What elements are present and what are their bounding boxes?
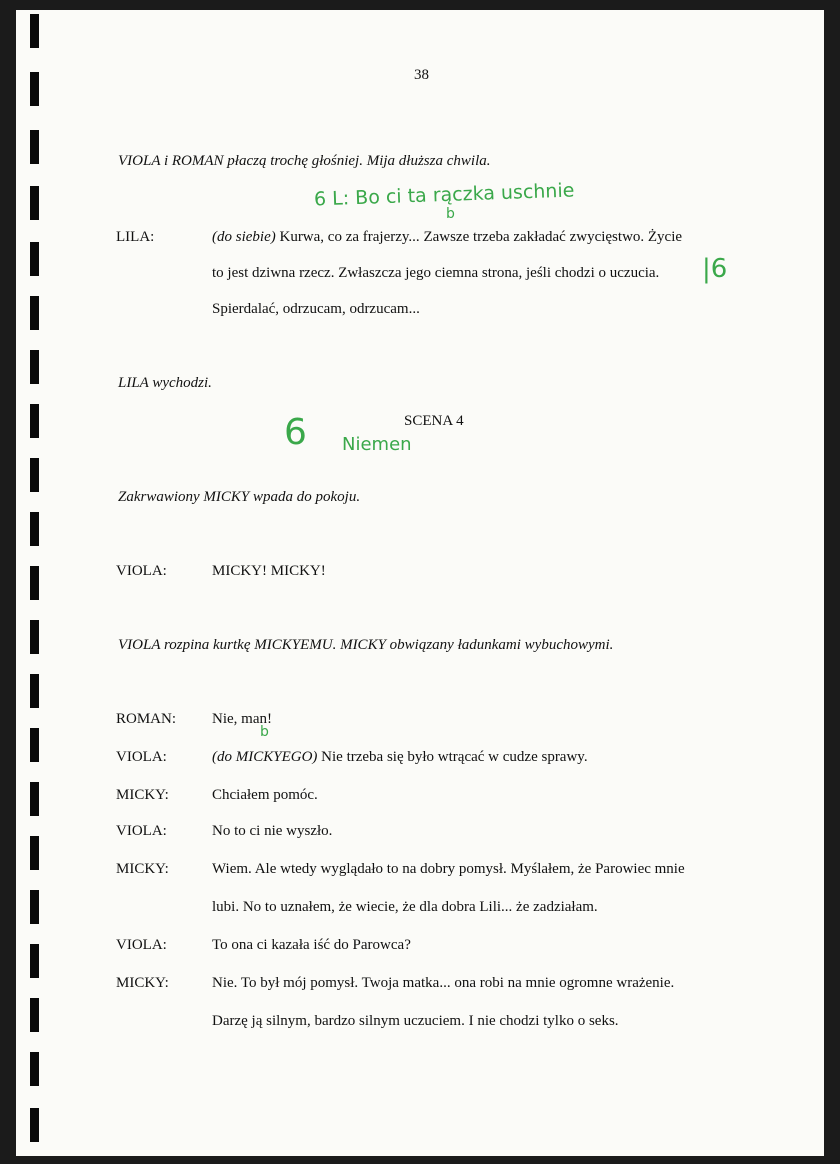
spiral-binding (0, 0, 60, 1164)
handwritten-note: 6 L: Bo ci ta rączka uschnie (313, 179, 575, 211)
parenthetical: (do MICKYEGO) (212, 749, 318, 765)
speaker-name: VIOLA: (116, 937, 167, 953)
stage-direction: Zakrwawiony MICKY wpada do pokoju. (118, 489, 361, 505)
binding-hole (30, 72, 39, 106)
binding-hole (30, 890, 39, 924)
binding-hole (30, 130, 39, 164)
binding-hole (30, 674, 39, 708)
dialogue-line (212, 748, 588, 766)
binding-hole (30, 1108, 39, 1142)
dialogue-line: lubi. No to uznałem, że wiecie, że dla dobra Lili... że zadziałam. (212, 899, 598, 915)
speaker-name: VIOLA: (116, 563, 167, 579)
binding-hole (30, 836, 39, 870)
scene-title: SCENA 4 (404, 413, 464, 429)
binding-hole (30, 458, 39, 492)
handwritten-mark: b (260, 724, 269, 740)
binding-hole (30, 620, 39, 654)
speaker-name: VIOLA: (116, 749, 167, 765)
binding-hole (30, 944, 39, 978)
dialogue-text: Nie trzeba się było wtrącać w cudze sprawy. (317, 749, 588, 765)
binding-hole (30, 998, 39, 1032)
speaker-name: LILA: (116, 229, 155, 245)
handwritten-note: Niemen (342, 434, 412, 455)
page-number: 38 (414, 67, 429, 83)
binding-hole (30, 296, 39, 330)
speaker-name: ROMAN: (116, 711, 177, 727)
binding-hole (30, 728, 39, 762)
speaker-name: MICKY: (116, 787, 169, 803)
dialogue-line: MICKY! MICKY! (212, 563, 326, 579)
dialogue-line: Nie. To był mój pomysł. Twoja matka... ona robi na mnie ogromne wrażenie. (212, 975, 675, 991)
dialogue-line: Darzę ją silnym, bardzo silnym uczuciem. I nie chodzi tylko o seks. (212, 1013, 619, 1029)
stage-direction: VIOLA rozpina kurtkę MICKYEMU. MICKY obwiązany ładunkami wybuchowymi. (118, 637, 614, 653)
speaker-name: MICKY: (116, 861, 169, 877)
dialogue-text: Zawsze trzeba zakładać zwycięstwo. Życie (419, 229, 683, 245)
scan-border (824, 0, 840, 1164)
binding-hole (30, 1052, 39, 1086)
parenthetical: (do siebie) (212, 229, 276, 245)
handwritten-mark: b (446, 206, 455, 222)
dialogue-line: Wiem. Ale wtedy wyglądało to na dobry pomysł. Myślałem, że Parowiec mnie (212, 861, 685, 877)
dialogue-line: Nie, man! (212, 711, 272, 727)
binding-hole (30, 566, 39, 600)
binding-hole (30, 512, 39, 546)
dialogue-line: to jest dziwna rzecz. Zwłaszcza jego ciemna strona, jeśli chodzi o uczucia. (212, 265, 660, 281)
binding-hole (30, 350, 39, 384)
stage-direction: LILA wychodzi. (118, 375, 212, 391)
dialogue-line: To ona ci kazała iść do Parowca? (212, 937, 411, 953)
dialogue-line: Chciałem pomóc. (212, 787, 318, 803)
binding-hole (30, 14, 39, 48)
speaker-name: MICKY: (116, 975, 169, 991)
binding-hole (30, 404, 39, 438)
speaker-name: VIOLA: (116, 823, 167, 839)
binding-hole (30, 782, 39, 816)
dialogue-line: Spierdalać, odrzucam, odrzucam... (212, 301, 420, 317)
binding-hole (30, 242, 39, 276)
dialogue-line (212, 228, 682, 246)
handwritten-mark: 6 (284, 412, 307, 453)
dialogue-line: No to ci nie wyszło. (212, 823, 333, 839)
binding-hole (30, 186, 39, 220)
stage-direction: VIOLA i ROMAN płaczą trochę głośniej. Mija dłuższa chwila. (118, 153, 491, 169)
handwritten-mark: |6 (702, 254, 728, 284)
dialogue-text: Kurwa, co za frajerzy... (275, 229, 420, 245)
